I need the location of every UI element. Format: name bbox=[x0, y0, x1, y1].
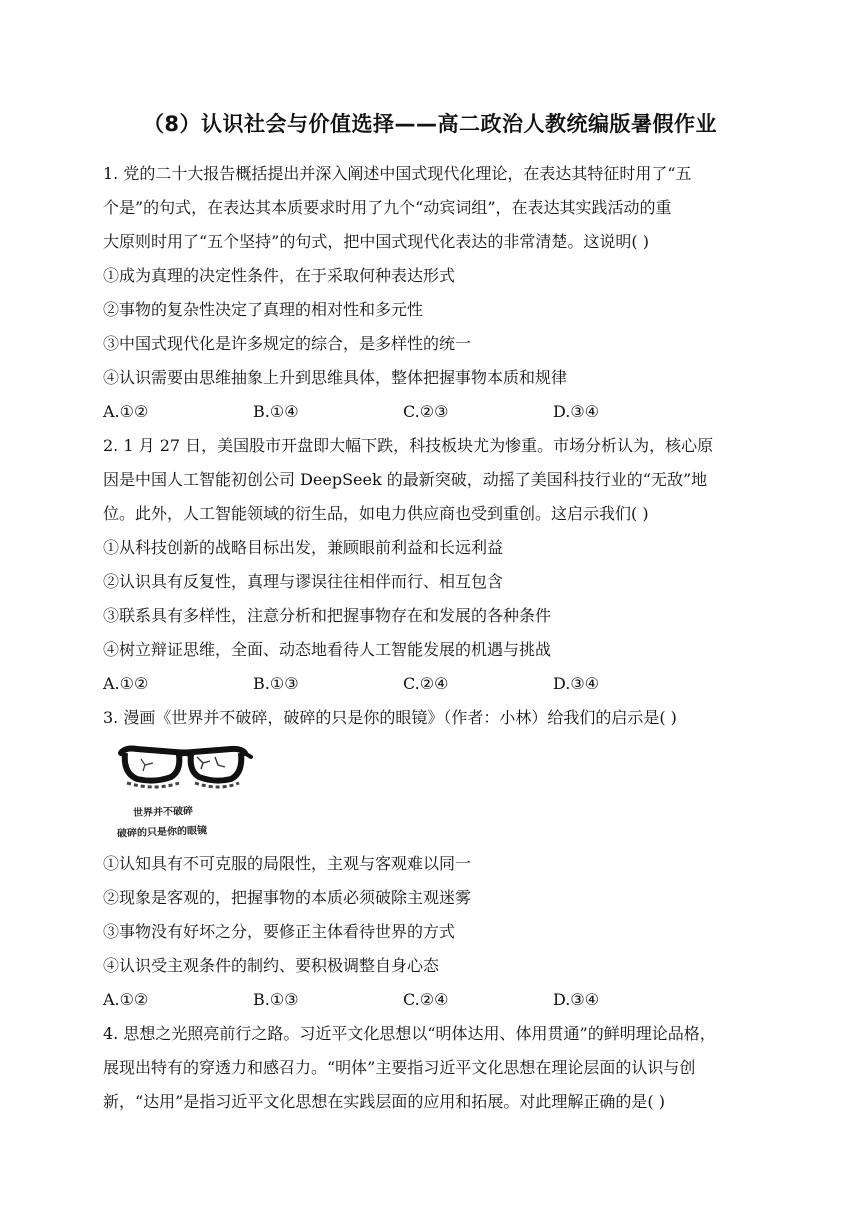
option-a: A.①② bbox=[103, 674, 149, 693]
option-c: C.②④ bbox=[403, 674, 449, 693]
statement: ①从科技创新的战略目标出发，兼顾眼前利益和长远利益 bbox=[103, 538, 504, 557]
question-1 bbox=[103, 157, 758, 429]
answer-options bbox=[103, 983, 758, 1017]
statement: ②事物的复杂性决定了真理的相对性和多元性 bbox=[103, 300, 424, 319]
question-4 bbox=[103, 1017, 758, 1119]
question-stem-line: 2. 1 月 27 日，美国股市开盘即大幅下跌，科技板块尤为惨重。市场分析认为，核心原 bbox=[103, 436, 714, 455]
option-d: D.③④ bbox=[553, 402, 600, 421]
question-stem-line: 大原则时用了“五个坚持”的句式，把中国式现代化表达的非常清楚。这说明( ) bbox=[103, 232, 649, 251]
cartoon-image bbox=[115, 739, 255, 845]
option-c: C.②④ bbox=[403, 990, 449, 1009]
statement: ①成为真理的决定性条件，在于采取何种表达形式 bbox=[103, 266, 456, 285]
page-title: （8）认识社会与价值选择——高二政治人教统编版暑假作业 bbox=[142, 112, 718, 136]
answer-options bbox=[103, 667, 758, 701]
statement: ③联系具有多样性，注意分析和把握事物存在和发展的各种条件 bbox=[103, 606, 552, 625]
question-stem-line: 个是”的句式，在表达其本质要求时用了九个“动宾词组”，在表达其实践活动的重 bbox=[103, 198, 672, 217]
option-c: C.②③ bbox=[403, 402, 449, 421]
statement: ②现象是客观的，把握事物的本质必须破除主观迷雾 bbox=[103, 888, 472, 907]
statement: ④认识受主观条件的制约、要积极调整自身心态 bbox=[103, 956, 440, 975]
cartoon-caption-line-2: 破碎的只是你的眼镜 bbox=[116, 825, 208, 840]
statement: ④树立辩证思维，全面、动态地看待人工智能发展的机遇与挑战 bbox=[103, 640, 552, 659]
question-2 bbox=[103, 429, 758, 701]
option-b: B.①④ bbox=[253, 402, 299, 421]
answer-options bbox=[103, 395, 758, 429]
question-stem-line: 新，“达用”是指习近平文化思想在实践层面的应用和拓展。对此理解正确的是( ) bbox=[103, 1092, 665, 1111]
cartoon-caption-line-1: 世界并不破碎 bbox=[132, 805, 194, 820]
statement: ③中国式现代化是许多规定的综合，是多样性的统一 bbox=[103, 334, 472, 353]
broken-glasses-icon bbox=[115, 739, 255, 809]
question-3 bbox=[103, 701, 758, 1017]
question-list bbox=[103, 157, 758, 1119]
statement: ④认识需要由思维抽象上升到思维具体，整体把握事物本质和规律 bbox=[103, 368, 568, 387]
statement: ①认知具有不可克服的局限性，主观与客观难以同一 bbox=[103, 854, 472, 873]
question-stem-line: 1. 党的二十大报告概括提出并深入阐述中国式现代化理论，在表达其特征时用了“五 bbox=[103, 164, 692, 183]
question-stem-line: 3. 漫画《世界并不破碎，破碎的只是你的眼镜》（作者：小林）给我们的启示是( ) bbox=[103, 708, 677, 727]
option-d: D.③④ bbox=[553, 674, 600, 693]
option-b: B.①③ bbox=[253, 674, 299, 693]
option-a: A.①② bbox=[103, 402, 149, 421]
question-stem-line: 位。此外，人工智能领域的衍生品，如电力供应商也受到重创。这启示我们( ) bbox=[103, 504, 649, 523]
question-stem-line: 4. 思想之光照亮前行之路。习近平文化思想以“明体达用、体用贯通”的鲜明理论品格， bbox=[103, 1024, 716, 1043]
question-stem-line: 因是中国人工智能初创公司 DeepSeek 的最新突破，动摇了美国科技行业的“无敌”地 bbox=[103, 470, 708, 489]
question-stem-line: 展现出特有的穿透力和感召力。“明体”主要指习近平文化思想在理论层面的认识与创 bbox=[103, 1058, 696, 1077]
statement: ③事物没有好坏之分，要修正主体看待世界的方式 bbox=[103, 922, 456, 941]
option-b: B.①③ bbox=[253, 990, 299, 1009]
statement: ②认识具有反复性，真理与谬误往往相伴而行、相互包含 bbox=[103, 572, 504, 591]
option-d: D.③④ bbox=[553, 990, 600, 1009]
option-a: A.①② bbox=[103, 990, 149, 1009]
